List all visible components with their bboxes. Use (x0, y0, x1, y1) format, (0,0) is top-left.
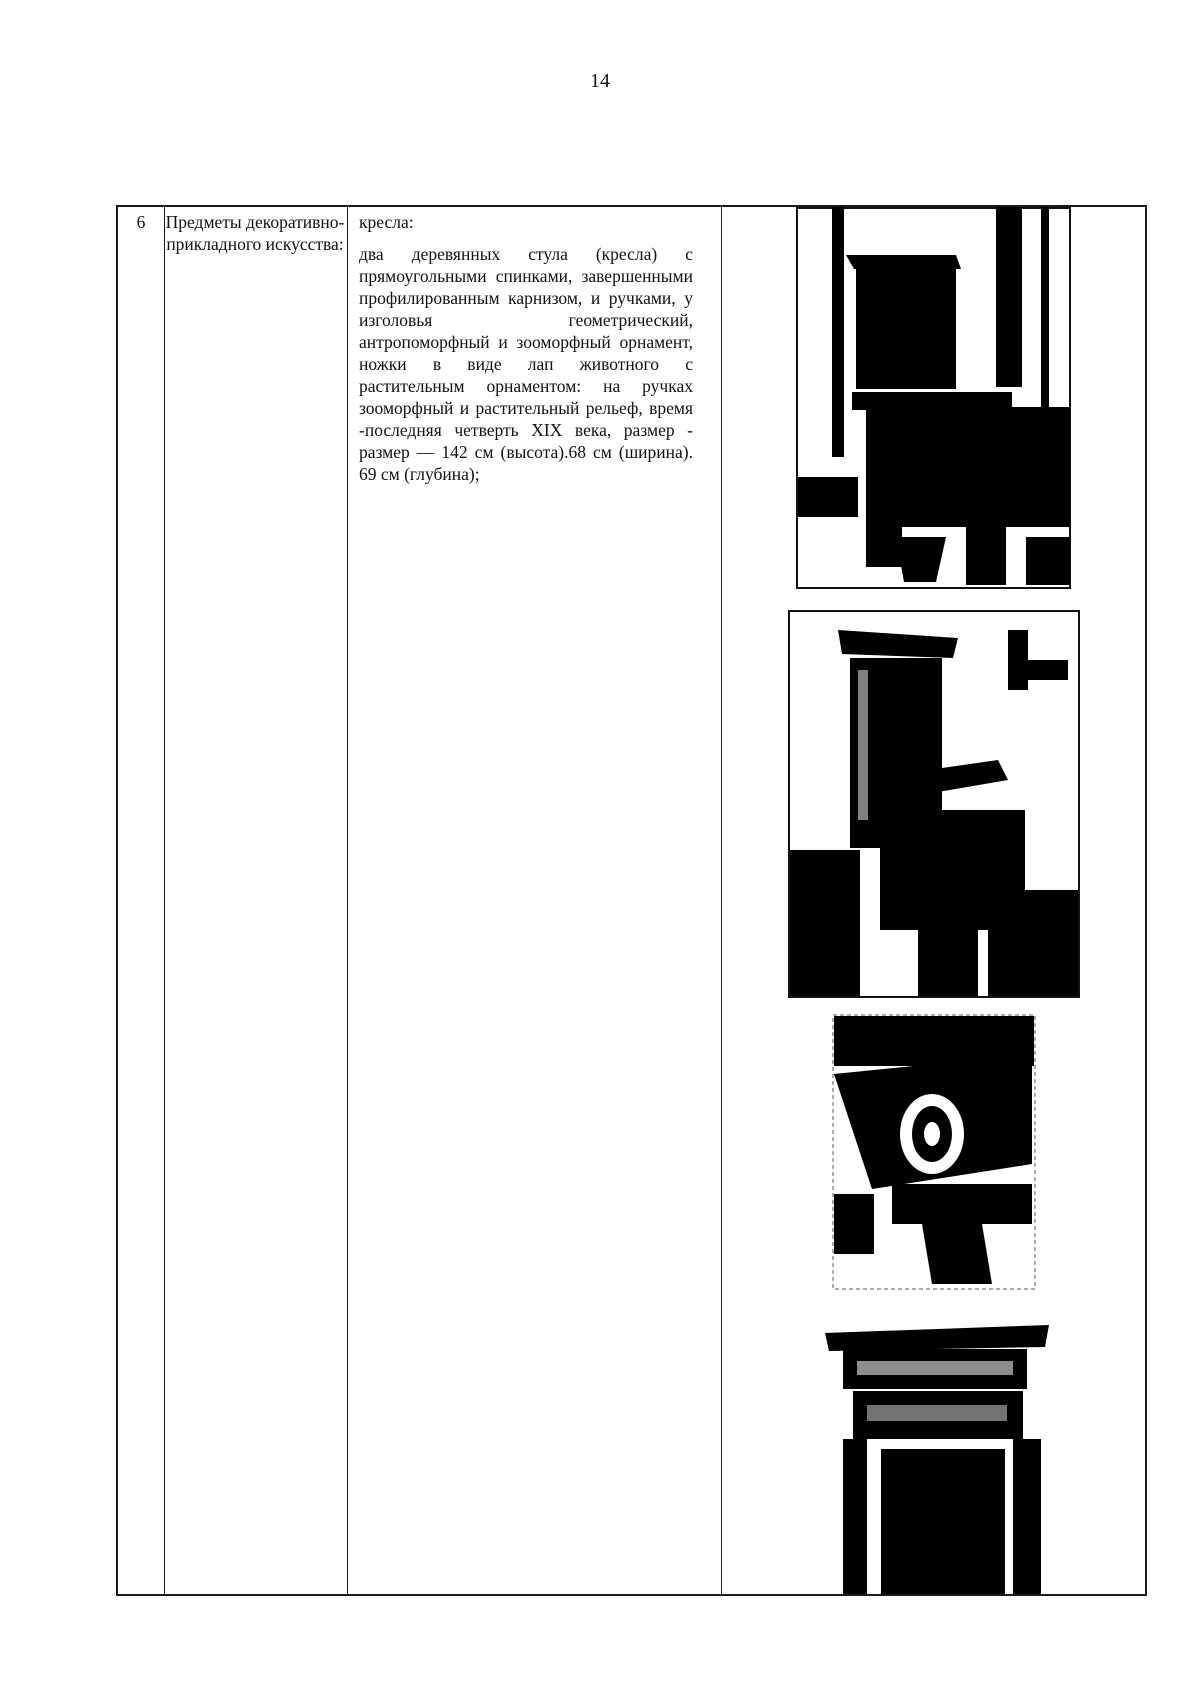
items-table (116, 205, 1147, 1596)
item-description: два деревянных стула (кресла) с прямоугольными спинками, завершенными профилированным карнизом, и ручками, у изголовья геометрический, антропоморфный и зооморфный орнамент, ножки в виде лап животного с растительным орнаментом: на ручках зооморфный и растительный рельеф, время -последняя четверть XIX века, размер - размер — 142 см (высота).68 см (ширина). 69 см (глубина); (359, 244, 693, 484)
column-divider (164, 207, 165, 1594)
chair-photo-side (788, 610, 1080, 998)
chair-back-detail (823, 1319, 1049, 1594)
row-number: 6 (136, 212, 146, 232)
item-heading: кресла: (359, 212, 414, 232)
column-divider (721, 207, 722, 1594)
page-number: 14 (590, 70, 610, 92)
chair-photo-front (796, 207, 1071, 589)
chair-armrest-detail (832, 1014, 1036, 1290)
item-category: Предметы декоративно-прикладного искусства: (165, 212, 345, 254)
item-description-cell (347, 211, 707, 485)
